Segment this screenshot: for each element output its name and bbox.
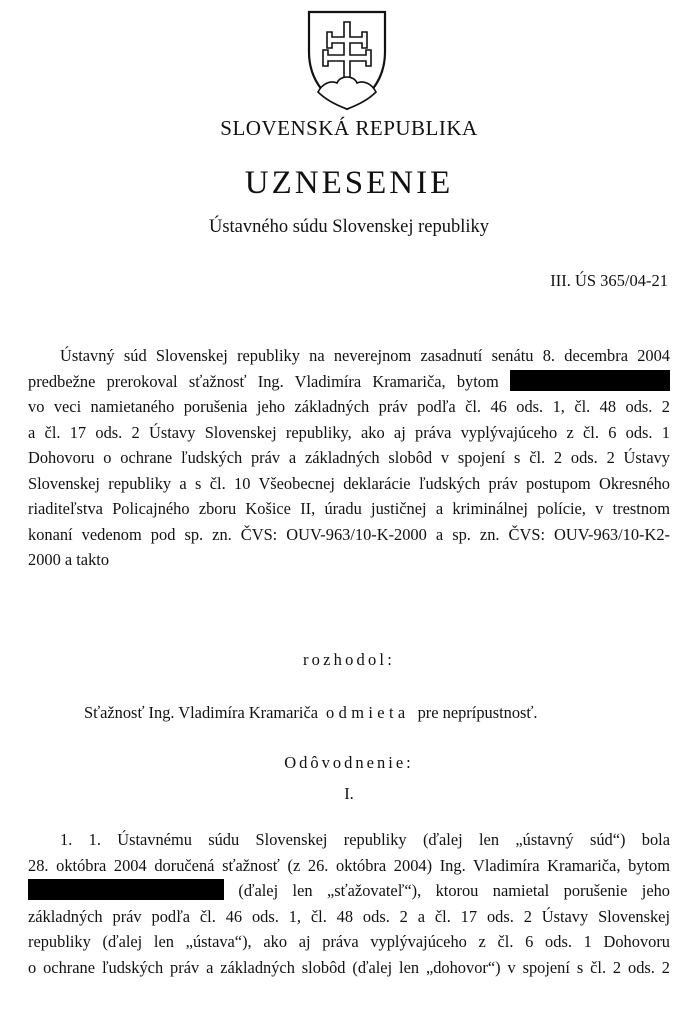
intro-line <box>28 369 670 395</box>
intro-line: riaditeľstva Policajného zboru Košice II, úradu justičnej a kriminálnej polície, v trestnom <box>28 499 670 518</box>
reasoning-line: 28. októbra 2004 doručená sťažnosť (z 26. októbra 2004) Ing. Vladimíra Kramariča, bytom <box>28 855 670 875</box>
section-number: I. <box>344 784 354 803</box>
reasoning-line: 1. 1. Ústavnému súdu Slovenskej republiky (ďalej len „ústavný súd“) bola <box>60 830 670 849</box>
redacted-block <box>510 370 670 391</box>
country-title: SLOVENSKÁ REPUBLIKA <box>220 116 478 140</box>
case-number: III. ÚS 365/04-21 <box>550 271 668 290</box>
document-type-title: UZNESENIE <box>244 165 454 201</box>
verdict-line <box>84 703 538 723</box>
intro-line: Slovenskej republiky a s čl. 10 Všeobecnej deklarácie ľudských práv postupom Okresného <box>28 473 670 493</box>
reasoning-line: o ochrane ľudských práv a základných slobôd (ďalej len „dohovor“) v spojení s čl. 2 ods. 2 <box>28 957 670 977</box>
intro-line-text: predbežne prerokoval sťažnosť Ing. Vladimíra Kramariča, bytom <box>28 371 499 391</box>
verdict-reason: pre neprípustnosť. <box>417 703 538 722</box>
reasoning-paragraph <box>28 827 670 980</box>
slovak-coat-of-arms-icon <box>304 8 390 112</box>
intro-line: 2000 a takto <box>28 550 110 569</box>
reasoning-line: republiky (ďalej len „ústava“), ako aj práva vyplývajúceho z čl. 6 ods. 1 Dohovoru <box>28 932 670 951</box>
decision-heading: rozhodol: <box>302 650 396 669</box>
intro-paragraph <box>28 343 670 573</box>
intro-line: konaní vedenom pod sp. zn. ČVS: OUV-963/10-K-2000 a sp. zn. ČVS: OUV-963/10-K2- <box>28 524 670 544</box>
verdict-verb: odmieta <box>326 703 410 722</box>
redacted-block <box>28 879 224 900</box>
intro-line: vo veci namietaného porušenia jeho základných práv podľa čl. 46 ods. 1, čl. 48 ods. 2 <box>28 397 670 416</box>
intro-line: Ústavný súd Slovenskej republiky na neverejnom zasadnutí senátu 8. decembra 2004 <box>60 346 670 365</box>
issuer-subtitle: Ústavného súdu Slovenskej republiky <box>208 217 490 237</box>
intro-line: Dohovoru o ochrane ľudských práv a základných slobôd v spojení s čl. 2 ods. 2 Ústavy <box>28 448 670 467</box>
reasoning-line <box>28 878 670 904</box>
intro-line: a čl. 17 ods. 2 Ústavy Slovenskej republiky, ako aj práva vyplývajúceho z čl. 6 ods. 1 <box>28 422 670 442</box>
reasoning-heading: Odôvodnenie: <box>284 753 414 772</box>
reasoning-line-text: (ďalej len „sťažovateľ“), ktorou namietal porušenie jeho <box>238 881 670 900</box>
verdict-subject: Sťažnosť Ing. Vladimíra Kramariča <box>84 703 318 722</box>
reasoning-line: základných práv podľa čl. 46 ods. 1, čl. 48 ods. 2 a čl. 17 ods. 2 Ústavy Slovenskej <box>28 906 670 926</box>
